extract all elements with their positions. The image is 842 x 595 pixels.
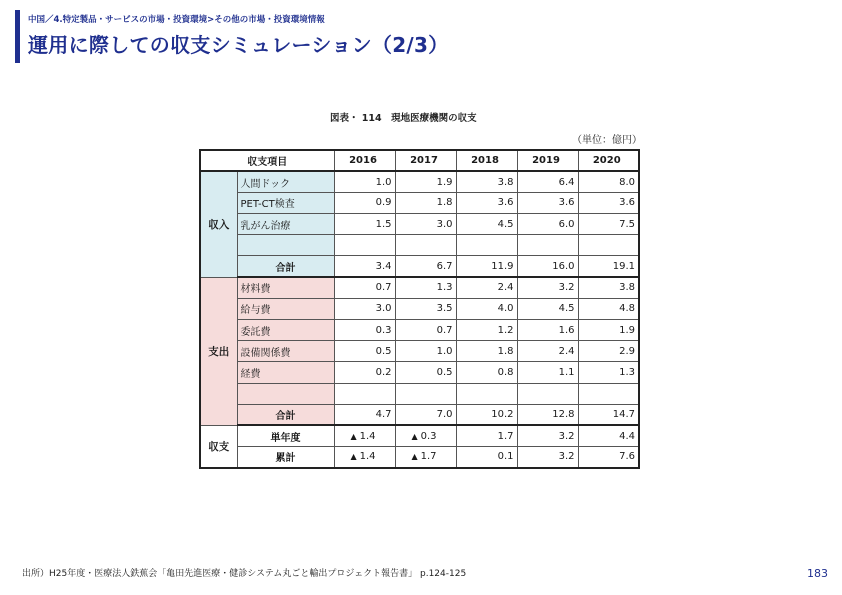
total-value-cell: 11.9: [456, 256, 517, 277]
value-cell: 3.0: [395, 214, 456, 235]
total-value-cell: 7.0: [395, 404, 456, 425]
header-year: 2019: [517, 150, 578, 171]
row-label: PET-CT検査: [237, 192, 334, 213]
negative-mark-icon: ▲: [411, 452, 418, 462]
balance-value: 4.4: [619, 430, 635, 442]
value-cell: [395, 235, 456, 256]
total-value-cell: 3.4: [334, 256, 395, 277]
value-cell: 0.5: [395, 362, 456, 383]
header-year: 2018: [456, 150, 517, 171]
balance-value: 1.4: [359, 430, 376, 442]
balance-category-label: 収支: [200, 425, 237, 467]
balance-value-cell: [334, 447, 395, 468]
value-cell: 4.0: [456, 298, 517, 319]
row-label: 人間ドック: [237, 171, 334, 192]
value-cell: 3.5: [395, 298, 456, 319]
unit-label: （単位：億円）: [572, 135, 642, 146]
value-cell: 1.3: [395, 277, 456, 298]
row-label: [237, 235, 334, 256]
balance-value: 1.4: [359, 451, 376, 463]
balance-value-cell: [395, 425, 456, 446]
page-number: 183: [807, 567, 828, 580]
value-cell: [578, 383, 639, 404]
balance-row-label: 単年度: [237, 425, 334, 446]
table-row: [200, 277, 639, 298]
header-year: 2016: [334, 150, 395, 171]
balance-value-cell: [517, 447, 578, 468]
balance-value: 3.2: [558, 430, 575, 442]
balance-row: [200, 425, 639, 446]
value-cell: 3.2: [517, 277, 578, 298]
balance-value-cell: [395, 447, 456, 468]
balance-row-label: 累計: [237, 447, 334, 468]
income-total-row: [200, 256, 639, 277]
value-cell: 1.1: [517, 362, 578, 383]
row-label: [237, 383, 334, 404]
value-cell: 0.7: [334, 277, 395, 298]
value-cell: 2.9: [578, 341, 639, 362]
expense-total-row: [200, 404, 639, 425]
total-value-cell: 16.0: [517, 256, 578, 277]
table-row: [200, 362, 639, 383]
value-cell: 2.4: [517, 341, 578, 362]
table-header-row: [200, 150, 639, 171]
value-cell: 4.5: [517, 298, 578, 319]
value-cell: 6.0: [517, 214, 578, 235]
value-cell: 0.5: [334, 341, 395, 362]
value-cell: 1.3: [578, 362, 639, 383]
value-cell: 3.8: [578, 277, 639, 298]
value-cell: 1.0: [395, 341, 456, 362]
balance-value-cell: [456, 425, 517, 446]
value-cell: 3.6: [578, 192, 639, 213]
table-row: [200, 320, 639, 341]
balance-value: 7.6: [619, 451, 635, 463]
table-row: [200, 192, 639, 213]
value-cell: 1.9: [395, 171, 456, 192]
value-cell: 1.8: [395, 192, 456, 213]
value-cell: [517, 235, 578, 256]
negative-mark-icon: ▲: [350, 452, 357, 462]
breadcrumb: 中国／4.特定製品・サービスの市場・投資環境>その他の市場・投資環境情報: [28, 15, 325, 25]
balance-value: 0.1: [497, 451, 514, 463]
total-value-cell: 6.7: [395, 256, 456, 277]
income-category-label: 収入: [200, 171, 237, 277]
row-label: 委託費: [237, 320, 334, 341]
value-cell: [578, 235, 639, 256]
table-row: [200, 214, 639, 235]
value-cell: 3.0: [334, 298, 395, 319]
table-row: [200, 298, 639, 319]
header-year: 2017: [395, 150, 456, 171]
header-year: 2020: [578, 150, 639, 171]
row-label: 設備関係費: [237, 341, 334, 362]
page-title: 運用に際しての収支シミュレーション（2/3）: [28, 33, 449, 57]
balance-value-cell: [578, 425, 639, 446]
value-cell: 1.9: [578, 320, 639, 341]
value-cell: 4.8: [578, 298, 639, 319]
table-row: [200, 341, 639, 362]
balance-value-cell: [334, 425, 395, 446]
negative-mark-icon: ▲: [411, 431, 418, 441]
value-cell: 3.8: [456, 171, 517, 192]
value-cell: 0.7: [395, 320, 456, 341]
value-cell: 3.6: [517, 192, 578, 213]
total-value-cell: 19.1: [578, 256, 639, 277]
value-cell: 0.9: [334, 192, 395, 213]
value-cell: 0.8: [456, 362, 517, 383]
expense-category-label: 支出: [200, 277, 237, 425]
total-value-cell: 12.8: [517, 404, 578, 425]
title-accent-bar: [15, 10, 20, 63]
balance-value-cell: [517, 425, 578, 446]
value-cell: [517, 383, 578, 404]
balance-value: 0.3: [420, 430, 437, 442]
value-cell: [395, 383, 456, 404]
table-row: [200, 383, 639, 404]
value-cell: 1.5: [334, 214, 395, 235]
total-value-cell: 4.7: [334, 404, 395, 425]
source-note: 出所）H25年度・医療法人鉄蕉会「亀田先進医療・健診システム丸ごと輸出プロジェクト報告書」 p.124-125: [22, 569, 467, 579]
row-label: 材料費: [237, 277, 334, 298]
balance-value-cell: [456, 447, 517, 468]
value-cell: 1.6: [517, 320, 578, 341]
value-cell: [334, 383, 395, 404]
value-cell: 6.4: [517, 171, 578, 192]
value-cell: 1.8: [456, 341, 517, 362]
header-item: 収支項目: [200, 150, 334, 171]
table-row: [200, 235, 639, 256]
value-cell: 1.2: [456, 320, 517, 341]
row-label: 乳がん治療: [237, 214, 334, 235]
value-cell: 0.2: [334, 362, 395, 383]
value-cell: 4.5: [456, 214, 517, 235]
row-label: 経費: [237, 362, 334, 383]
value-cell: 2.4: [456, 277, 517, 298]
income-expense-table: [199, 149, 640, 469]
balance-row: [200, 447, 639, 468]
row-label: 給与費: [237, 298, 334, 319]
value-cell: 0.3: [334, 320, 395, 341]
table-row: [200, 171, 639, 192]
value-cell: 1.0: [334, 171, 395, 192]
total-label: 合計: [237, 256, 334, 277]
value-cell: [456, 383, 517, 404]
total-value-cell: 14.7: [578, 404, 639, 425]
balance-value: 1.7: [420, 451, 437, 463]
balance-value-cell: [578, 447, 639, 468]
value-cell: 8.0: [578, 171, 639, 192]
value-cell: 3.6: [456, 192, 517, 213]
value-cell: 7.5: [578, 214, 639, 235]
balance-value: 3.2: [558, 451, 575, 463]
value-cell: [456, 235, 517, 256]
negative-mark-icon: ▲: [350, 431, 357, 441]
value-cell: [334, 235, 395, 256]
figure-caption: 図表・ 114 現地医療機関の収支: [330, 113, 477, 124]
total-value-cell: 10.2: [456, 404, 517, 425]
total-label: 合計: [237, 404, 334, 425]
balance-value: 1.7: [497, 430, 514, 442]
